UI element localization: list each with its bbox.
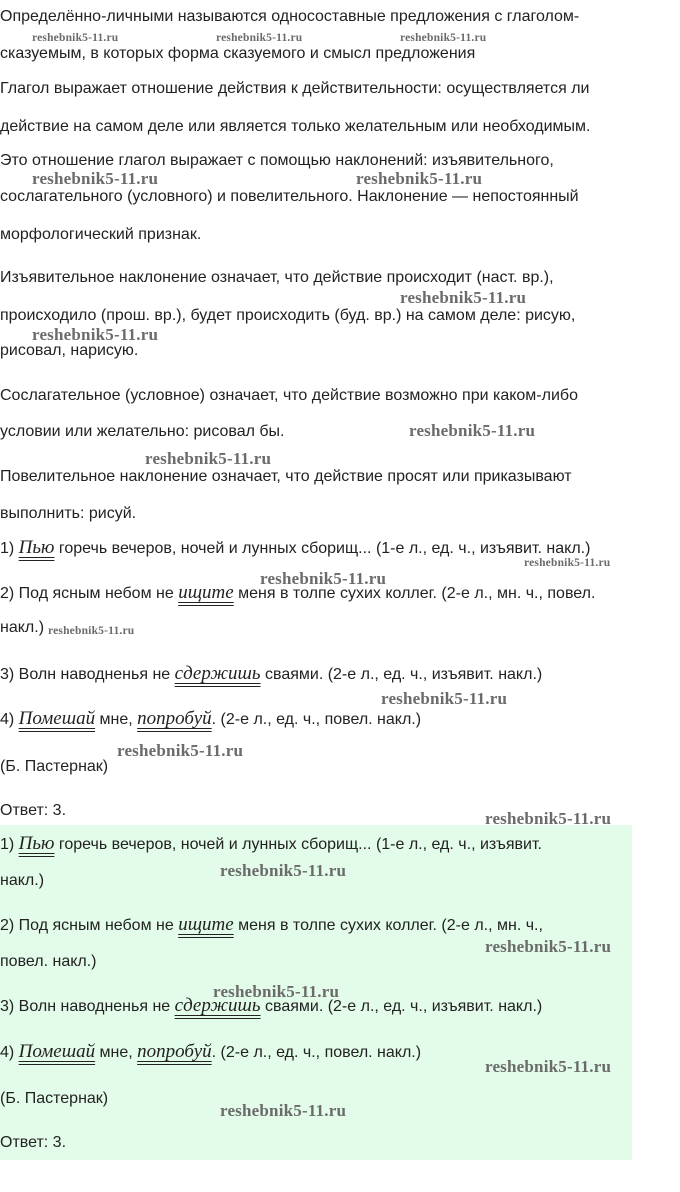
- example-3-rest: сваями. (2-е л., ед. ч., изъявит. накл.): [260, 666, 543, 683]
- green-example-4-verb-2: попробуй: [137, 1041, 212, 1062]
- example-2-cont: накл.): [0, 619, 45, 636]
- green-example-4-mid: мне,: [95, 1044, 138, 1061]
- intro-line-11: Сослагательное (условное) означает, что действие возможно при каком-либо: [0, 387, 578, 404]
- green-example-4-verb-1: Помешай: [18, 1041, 96, 1062]
- watermark: reshebnik5-11.ru: [356, 169, 483, 188]
- watermark: reshebnik5-11.ru: [409, 421, 536, 440]
- example-2-pre: 2) Под ясным небом не: [0, 585, 179, 602]
- green-example-4: [0, 1042, 421, 1063]
- green-example-2: [0, 915, 543, 936]
- answer: Ответ: 3.: [0, 802, 67, 819]
- watermark: reshebnik5-11.ru: [216, 32, 303, 44]
- green-example-1-number: 1): [0, 836, 19, 853]
- green-author: (Б. Пастернак): [0, 1090, 109, 1107]
- example-1-verb: Пью: [18, 537, 55, 558]
- watermark: reshebnik5-11.ru: [213, 982, 340, 1001]
- example-4: [0, 709, 421, 730]
- watermark: reshebnik5-11.ru: [400, 32, 487, 44]
- green-example-4-number: 4): [0, 1044, 19, 1061]
- example-3: [0, 664, 542, 685]
- intro-line-1: Определённо-личными называются односоставные предложения с глаголом-: [0, 8, 580, 25]
- intro-line-2: сказуемым, в которых форма сказуемого и смысл предложения: [0, 45, 476, 62]
- green-example-3-rest: сваями. (2-е л., ед. ч., изъявит. накл.): [260, 998, 543, 1015]
- green-example-1: [0, 834, 542, 855]
- watermark: reshebnik5-11.ru: [32, 32, 119, 44]
- green-example-3-verb: сдержишь: [174, 995, 261, 1016]
- intro-line-3: Глагол выражает отношение действия к действительности: осуществляется ли: [0, 80, 590, 97]
- watermark: reshebnik5-11.ru: [400, 288, 527, 307]
- intro-line-10: рисовал, нарисую.: [0, 342, 139, 359]
- intro-line-14: выполнить: рисуй.: [0, 505, 137, 522]
- watermark: reshebnik5-11.ru: [117, 741, 244, 760]
- green-example-4-rest: . (2-е л., ед. ч., повел. накл.): [211, 1044, 422, 1061]
- example-1: [0, 538, 590, 559]
- example-4-verb-1: Помешай: [18, 708, 96, 729]
- green-example-2-verb: ищите: [178, 914, 234, 935]
- example-1-number: 1): [0, 540, 19, 557]
- watermark: reshebnik5-11.ru: [485, 1057, 612, 1076]
- green-example-2-cont: повел. накл.): [0, 953, 97, 970]
- watermark: reshebnik5-11.ru: [32, 169, 159, 188]
- watermark: reshebnik5-11.ru: [220, 861, 347, 880]
- watermark: reshebnik5-11.ru: [48, 625, 135, 637]
- green-example-2-rest: меня в толпе сухих коллег. (2-е л., мн. ч.,: [233, 917, 543, 934]
- watermark: reshebnik5-11.ru: [381, 689, 508, 708]
- author: (Б. Пастернак): [0, 758, 109, 775]
- intro-line-6: сослагательного (условного) и повелительного. Наклонение — непостоянный: [0, 188, 579, 205]
- intro-line-7: морфологический признак.: [0, 226, 202, 243]
- example-3-pre: 3) Волн наводненья не: [0, 666, 175, 683]
- watermark: reshebnik5-11.ru: [220, 1101, 347, 1120]
- example-4-rest: . (2-е л., ед. ч., повел. накл.): [211, 711, 422, 728]
- watermark: reshebnik5-11.ru: [485, 937, 612, 956]
- example-1-rest: горечь вечеров, ночей и лунных сборищ... (1-е л., ед. ч., изъявит. накл.): [54, 540, 591, 557]
- green-example-2-pre: 2) Под ясным небом не: [0, 917, 179, 934]
- example-4-number: 4): [0, 711, 19, 728]
- example-3-verb: сдержишь: [174, 663, 261, 684]
- intro-line-4: действие на самом деле или является только желательным или необходимым.: [0, 118, 591, 135]
- green-example-1-cont: накл.): [0, 872, 45, 889]
- green-example-1-rest: горечь вечеров, ночей и лунных сборищ... (1-е л., ед. ч., изъявит.: [54, 836, 542, 853]
- intro-line-5: Это отношение глагол выражает с помощью наклонений: изъявительного,: [0, 152, 554, 169]
- intro-line-8: Изъявительное наклонение означает, что действие происходит (наст. вр.),: [0, 269, 554, 286]
- green-example-1-verb: Пью: [18, 833, 55, 854]
- example-2-rest: меня в толпе сухих коллег. (2-е л., мн. ч., повел.: [233, 585, 596, 602]
- watermark: reshebnik5-11.ru: [485, 809, 612, 828]
- example-2-verb: ищите: [178, 582, 234, 603]
- intro-line-9: происходило (прош. вр.), будет происходить (буд. вр.) на самом деле: рисую,: [0, 307, 576, 324]
- intro-line-13: Повелительное наклонение означает, что действие просят или приказывают: [0, 468, 572, 485]
- example-4-mid: мне,: [95, 711, 138, 728]
- watermark: reshebnik5-11.ru: [524, 557, 611, 569]
- watermark: reshebnik5-11.ru: [32, 325, 159, 344]
- watermark: reshebnik5-11.ru: [260, 569, 387, 588]
- intro-line-12: условии или желательно: рисовал бы.: [0, 423, 285, 440]
- watermark: reshebnik5-11.ru: [145, 449, 272, 468]
- example-4-verb-2: попробуй: [137, 708, 212, 729]
- green-answer: Ответ: 3.: [0, 1134, 67, 1151]
- green-example-3-pre: 3) Волн наводненья не: [0, 998, 175, 1015]
